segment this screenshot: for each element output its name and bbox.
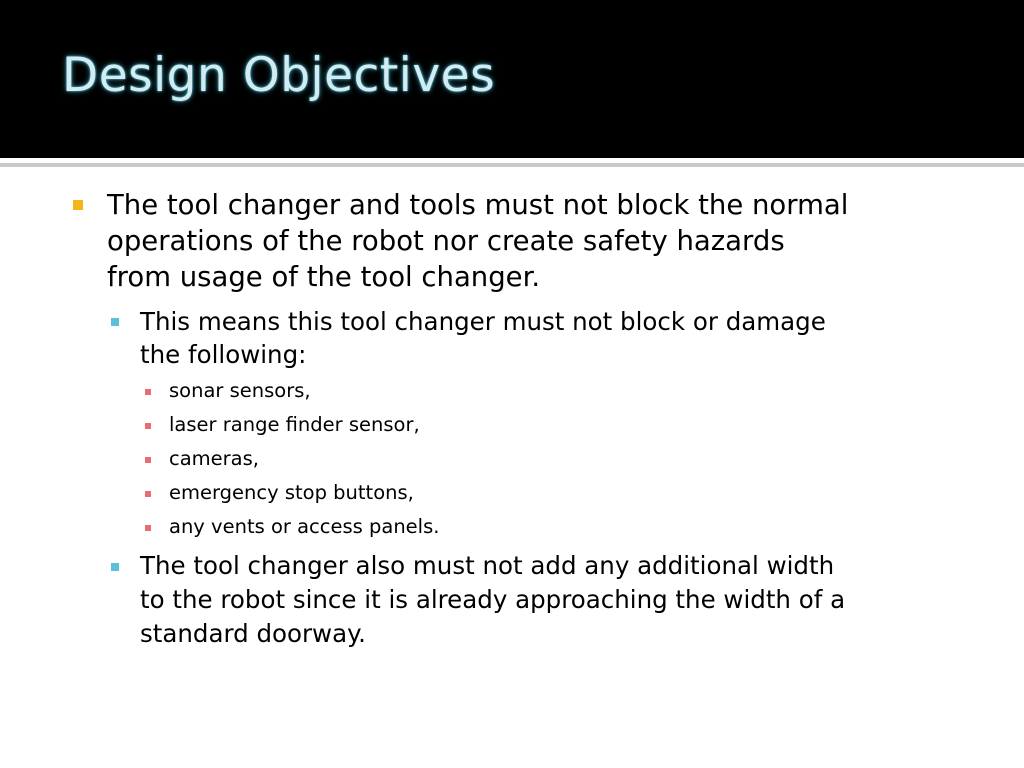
sub-bullet-text-line: standard doorway. (140, 619, 366, 648)
sub-sub-bullet-text: emergency stop buttons, (169, 481, 414, 504)
slide-title: Design Objectives (62, 48, 496, 103)
sub-bullet-square-icon (111, 563, 119, 571)
bullet-square-icon (73, 200, 83, 210)
sub-bullet-text-line: The tool changer also must not add any additional width (140, 551, 835, 580)
sub-sub-bullet-text: cameras, (169, 447, 259, 470)
bullet-text-line: The tool changer and tools must not block the normal (107, 189, 849, 221)
sub-sub-bullet-square-icon (145, 525, 151, 531)
bullet-text-line: from usage of the tool changer. (107, 261, 541, 293)
sub-bullet-square-icon (111, 318, 119, 326)
sub-sub-bullet-square-icon (145, 457, 151, 463)
sub-bullet-text-line: This means this tool changer must not block or damage (140, 307, 826, 336)
sub-bullet-text-line: the following: (140, 340, 307, 369)
sub-sub-bullet-square-icon (145, 389, 151, 395)
sub-bullet-text-line: to the robot since it is already approaching the width of a (140, 585, 846, 614)
sub-sub-bullet-square-icon (145, 491, 151, 497)
sub-sub-bullet-square-icon (145, 423, 151, 429)
bullet-text-line: operations of the robot nor create safety hazards (107, 225, 785, 257)
sub-sub-bullet-text: laser range finder sensor, (169, 413, 420, 436)
sub-sub-bullet-text: sonar sensors, (169, 379, 311, 402)
sub-sub-bullet-text: any vents or access panels. (169, 515, 440, 538)
